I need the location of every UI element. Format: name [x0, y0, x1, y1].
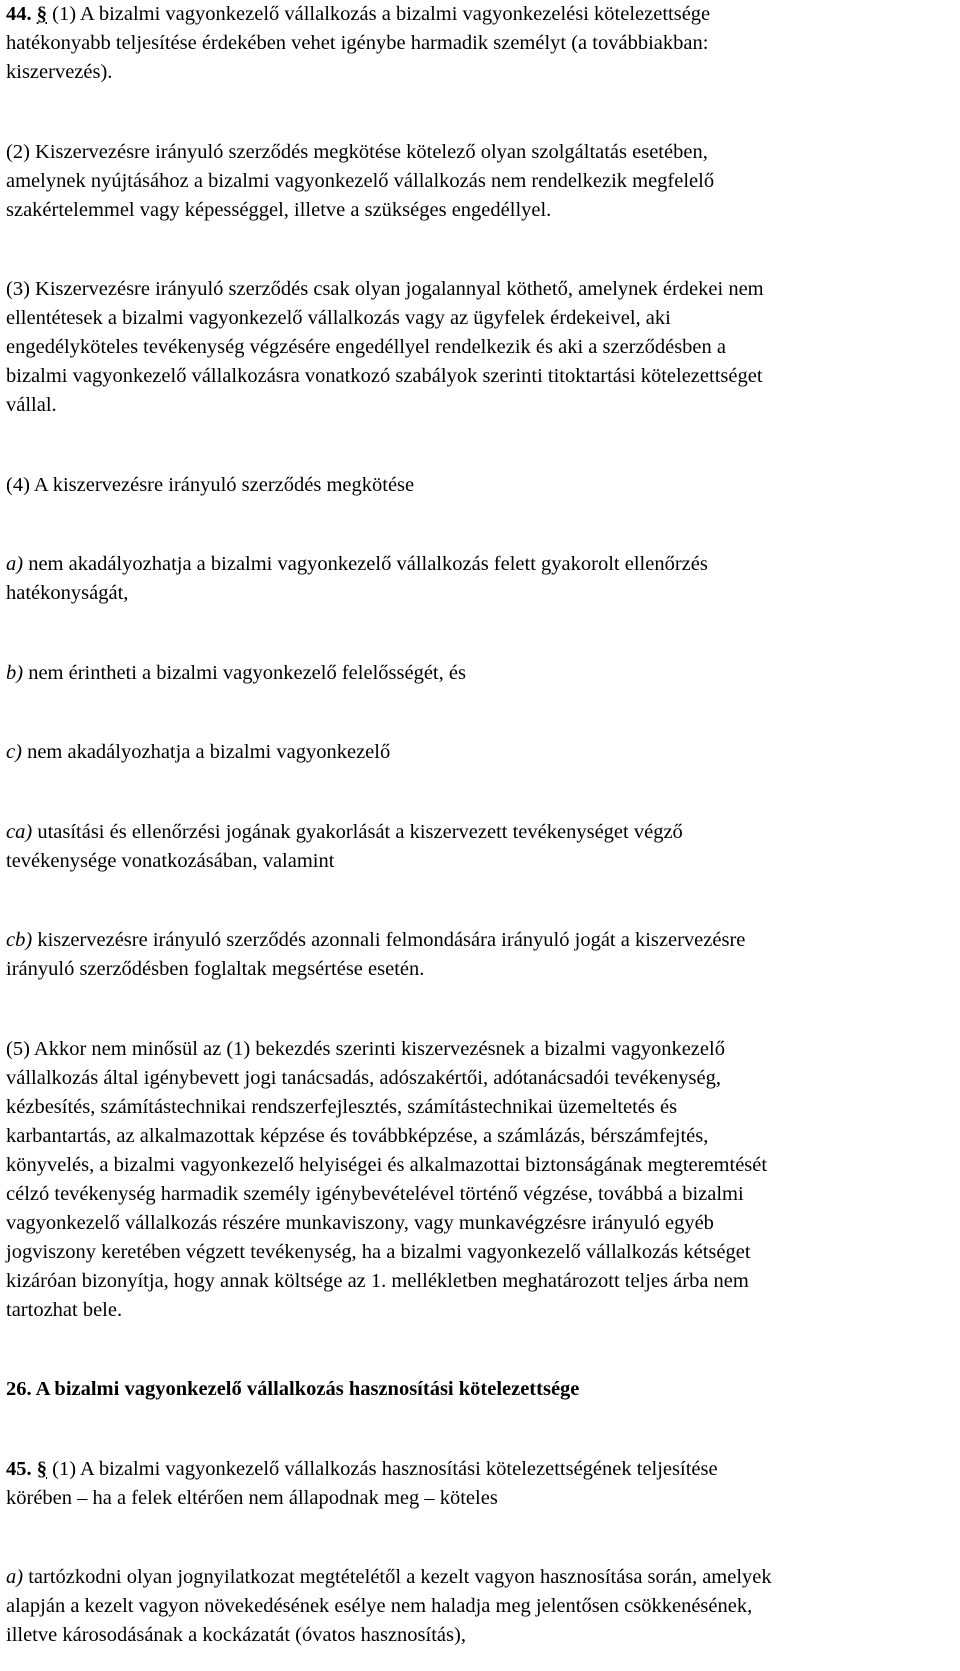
text-line [6, 550, 956, 579]
text-line: célzó tevékenység harmadik személy igénybevételével történő végzése, továbbá a bizalmi [6, 1182, 744, 1205]
text-line: irányuló szerződésben foglaltak megsértése esetén. [6, 958, 425, 980]
line-text: nem érintheti a bizalmi vagyonkezelő felelősségét, és [23, 661, 466, 684]
text-line: tartozhat bele. [6, 1298, 123, 1321]
line-text: kiszervezésre irányuló szerződés azonnali felmondására irányuló jogát a kiszervezésre [32, 929, 746, 951]
text-line [6, 926, 956, 955]
text-line [6, 818, 956, 847]
text-line: körében – ha a felek eltérően nem állapodnak meg – köteles [6, 1486, 498, 1509]
line-text: (1) A bizalmi vagyonkezelő vállalkozás a bizalmi vagyonkezelési kötelezettsége [47, 3, 711, 25]
line-text: nem akadályozhatja a bizalmi vagyonkezelő vállalkozás felett gyakorolt ellenőrzés [23, 553, 708, 575]
text-line: amelynek nyújtásához a bizalmi vagyonkezelő vállalkozás nem rendelkezik megfelelő [6, 169, 715, 192]
text-line: kézbesítés, számítástechnikai rendszerfejlesztés, számítástechnikai üzemeltetés és [6, 1095, 678, 1118]
heading-text: 26. A bizalmi vagyonkezelő vállalkozás hasznosítási kötelezettsége [6, 1378, 580, 1400]
text-line [6, 1455, 956, 1484]
text-line: engedélyköteles tevékenység végzésére engedéllyel rendelkezik és aki a szerződésben a [6, 336, 726, 358]
text-line: (4) A kiszervezésre irányuló szerződés megkötése [6, 473, 415, 496]
point-marker: ca) [6, 820, 33, 843]
text-line: hatékonyabb teljesítése érdekében vehet igénybe harmadik személyt (a továbbiakban: [6, 32, 709, 54]
line-text: (1) A bizalmi vagyonkezelő vállalkozás hasznosítási kötelezettségének teljesítése [47, 1457, 718, 1480]
text-line: illetve károsodásának a kockázatát (óvatos hasznosítás), [6, 1624, 466, 1646]
point-marker: a) [6, 553, 24, 575]
section-sign: § [36, 1457, 47, 1480]
text-line: bizalmi vagyonkezelő vállalkozásra vonatkozó szabályok szerinti titoktartási kötelezettséget [6, 365, 763, 387]
text-line: tevékenysége vonatkozásában, valamint [6, 849, 335, 872]
point-marker: b) [6, 661, 24, 684]
text-line: karbantartás, az alkalmazottak képzése és továbbképzése, a számlázás, bérszámfejtés, [6, 1124, 709, 1147]
text-line: könyvelés, a bizalmi vagyonkezelő helyiségei és alkalmazottai biztonságának megteremtését [6, 1153, 768, 1176]
text-line [6, 0, 956, 29]
text-line: kiszervezés). [6, 61, 113, 83]
section-number: 45. [6, 1457, 32, 1480]
line-text: tartózkodni olyan jognyilatkozat megtételétől a kezelt vagyon hasznosítása során, amelyek [23, 1566, 772, 1588]
point-marker: c) [6, 741, 22, 763]
text-line: szakértelemmel vagy képességgel, illetve a szükséges engedéllyel. [6, 198, 552, 221]
text-line: alapján a kezelt vagyon növekedésének esélye nem haladja meg jelentősen csökkenésének, [6, 1595, 753, 1617]
text-line: vagyonkezelő vállalkozás részére munkaviszony, vagy munkavégzésre irányuló egyéb [6, 1211, 714, 1234]
text-line [6, 1563, 956, 1592]
point-marker: cb) [6, 929, 33, 951]
text-line [6, 738, 956, 767]
text-line: vállalkozás által igénybevett jogi tanácsadás, adószakértői, adótanácsadói tevékenység, [6, 1066, 721, 1089]
document-page [6, 0, 956, 1671]
text-line: jogviszony keretében végzett tevékenység, ha a bizalmi vagyonkezelő vállalkozás kétséget [6, 1240, 751, 1263]
text-line: hatékonyságát, [6, 582, 129, 604]
line-text: nem akadályozhatja a bizalmi vagyonkezelő [21, 741, 391, 763]
section-number: 44. [6, 3, 32, 25]
text-line: (5) Akkor nem minősül az (1) bekezdés szerinti kiszervezésnek a bizalmi vagyonkezelő [6, 1037, 725, 1060]
text-line: kizáróan bizonyítja, hogy annak költsége az 1. mellékletben meghatározott teljes árba nem [6, 1269, 749, 1292]
text-line: (3) Kiszervezésre irányuló szerződés csak olyan jogalannyal köthető, amelynek érdekei nem [6, 278, 764, 300]
text-line [6, 659, 956, 688]
text-line: (2) Kiszervezésre irányuló szerződés megkötése kötelező olyan szolgáltatás esetében, [6, 140, 708, 163]
section-sign: § [36, 3, 47, 25]
text-line: vállal. [6, 394, 57, 416]
point-marker: a) [6, 1566, 24, 1588]
text-line: ellentétesek a bizalmi vagyonkezelő vállalkozás vagy az ügyfelek érdekeivel, aki [6, 307, 671, 329]
line-text: utasítási és ellenőrzési jogának gyakorlását a kiszervezett tevékenységet végző [32, 820, 683, 843]
